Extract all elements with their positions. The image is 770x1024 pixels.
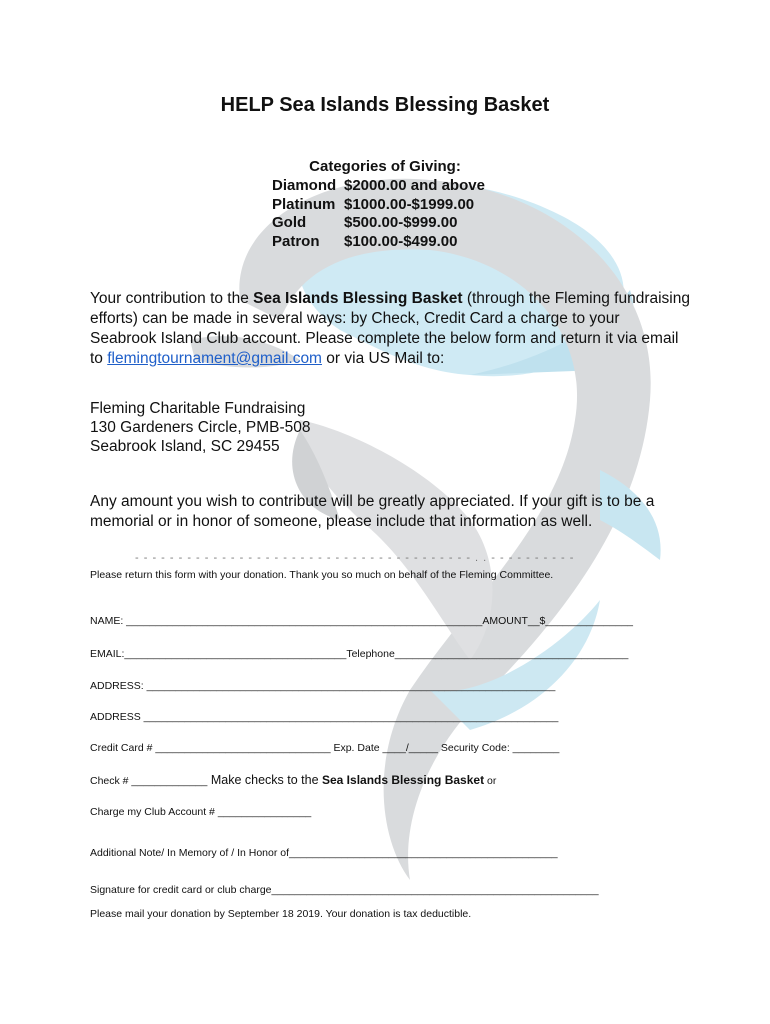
signature-field[interactable]: Signature for credit card or club charge________________________________________________________: [90, 884, 599, 896]
address2-field[interactable]: ADDRESS _______________________________________________________________________: [90, 711, 559, 723]
category-name: Gold: [272, 214, 307, 231]
additional-note-field[interactable]: Additional Note/ In Memory of / In Honor of______________________________________________: [90, 847, 558, 859]
check-payee: Sea Islands Blessing Basket: [322, 773, 485, 787]
category-platinum: [272, 196, 474, 213]
mail-address-line1: Fleming Charitable Fundraising: [90, 400, 306, 417]
category-range: $2000.00 and above: [344, 177, 485, 194]
category-range: $100.00-$499.00: [344, 233, 458, 250]
mail-address-line2: 130 Gardeners Circle, PMB-508: [90, 419, 311, 436]
category-diamond: [272, 177, 485, 194]
return-note: Please return this form with your donation. Thank you so much on behalf of the Fleming Committee.: [90, 569, 554, 581]
category-range: $500.00-$999.00: [344, 214, 458, 231]
categories-heading: Categories of Giving:: [309, 158, 461, 175]
category-patron: [272, 233, 457, 250]
mail-deadline-note: Please mail your donation by September 18 2019. Your donation is tax deductible.: [90, 908, 472, 920]
category-name: Patron: [272, 233, 320, 250]
intro-paragraph: Your contribution to the Sea Islands Blessing Basket (through the Fleming fundraising efforts) can be made in several ways: by Check, Credit Card a charge to your Seabrook Island Club account. Please complete the below form and return it via email to flemingtournament@gmail.com or via US Mail to:: [90, 290, 690, 367]
category-gold: [272, 214, 457, 231]
name-field[interactable]: NAME: _____________________________________________________________AMOUNT__$_______________: [90, 615, 633, 627]
separator-line: - - - - - - - - - - - - - - - - - - - - - - - - - - - - - - - - - - - - - - - . . - - - - - - - - - -: [135, 552, 575, 564]
intro-bold-name: Sea Islands Blessing Basket: [253, 290, 463, 307]
credit-card-field[interactable]: Credit Card # ______________________________ Exp. Date ____/_____ Security Code: ________: [90, 742, 560, 754]
email-field[interactable]: EMAIL:______________________________________Telephone________________________________________: [90, 648, 629, 660]
appreciation-paragraph: Any amount you wish to contribute will be greatly appreciated. If your gift is to be a memorial or in honor of someone, please include that information as well.: [90, 493, 655, 530]
address1-field[interactable]: ADDRESS: ______________________________________________________________________: [90, 680, 556, 692]
check-line[interactable]: Check # _____________ Make checks to the Sea Islands Blessing Basket or: [90, 773, 497, 787]
category-name: Platinum: [272, 196, 336, 213]
mail-address-line3: Seabrook Island, SC 29455: [90, 438, 280, 455]
club-account-field[interactable]: Charge my Club Account # ________________: [90, 806, 312, 818]
page-title: HELP Sea Islands Blessing Basket: [220, 94, 550, 116]
email-link[interactable]: flemingtournament@gmail.com: [107, 350, 322, 367]
category-range: $1000.00-$1999.00: [344, 196, 475, 213]
check-number-field: Check # _____________: [90, 775, 208, 787]
category-name: Diamond: [272, 177, 337, 194]
